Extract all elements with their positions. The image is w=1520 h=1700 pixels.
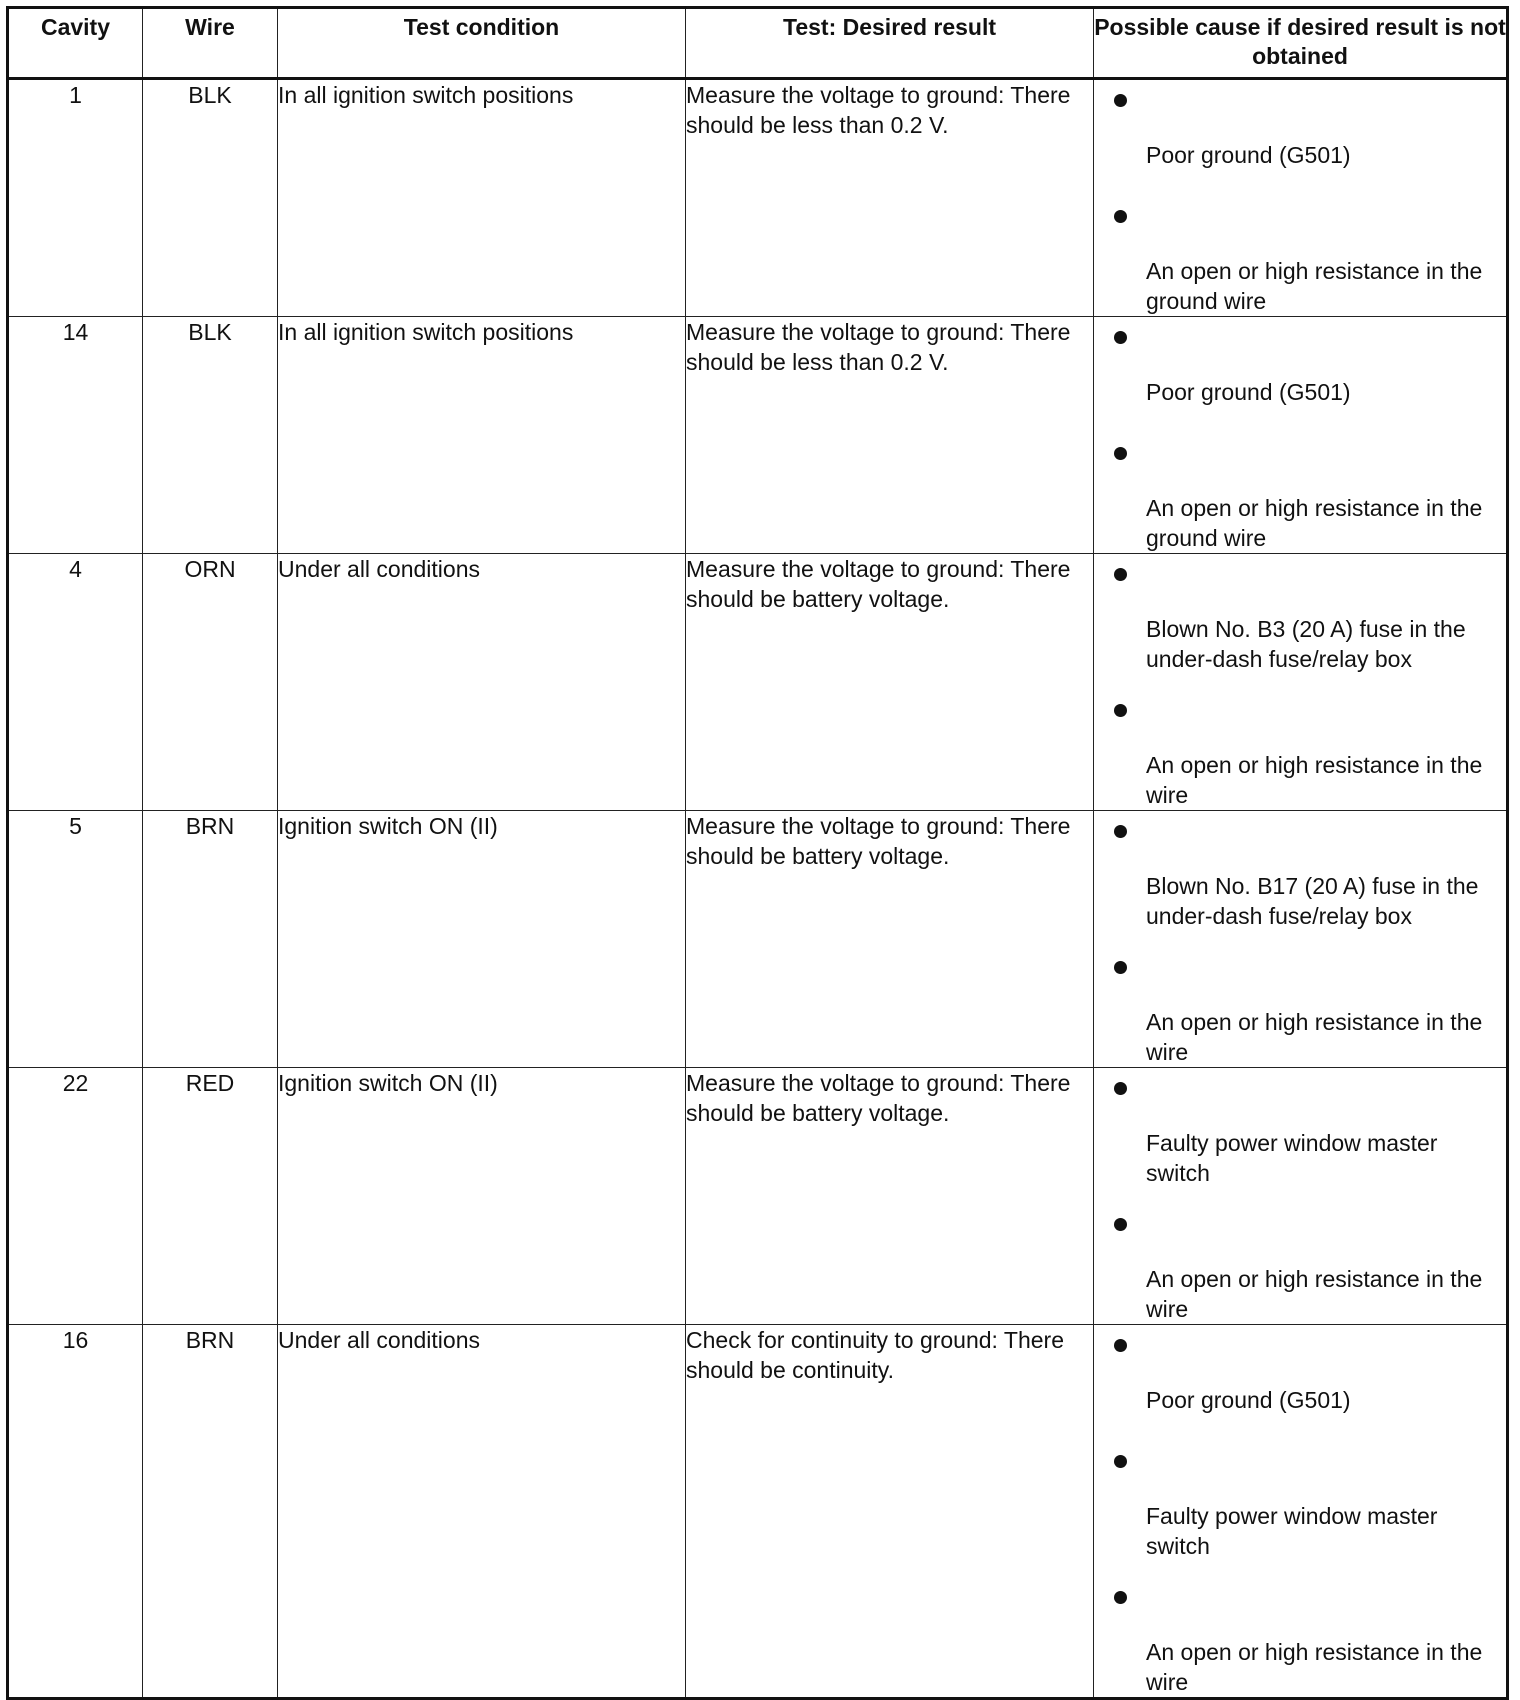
cavity-cell: 14	[8, 317, 143, 554]
bullet-icon	[1114, 447, 1127, 460]
cavity-cell: 16	[8, 1325, 143, 1699]
bullet-icon	[1114, 568, 1127, 581]
cause-item	[1094, 554, 1506, 674]
cause-item	[1094, 690, 1506, 810]
cause-item	[1094, 1325, 1506, 1425]
result-cell: Measure the voltage to ground: There should be battery voltage.	[686, 811, 1094, 1068]
table-row	[8, 554, 1508, 811]
cause-text: Blown No. B3 (20 A) fuse in the under-dash fuse/relay box	[1146, 616, 1466, 672]
table-row	[8, 79, 1508, 317]
table-row	[8, 1325, 1508, 1699]
cause-item	[1094, 1441, 1506, 1561]
table-header	[8, 8, 1508, 79]
cause-text: An open or high resistance in the wire	[1146, 752, 1483, 808]
cause-text: Poor ground (G501)	[1146, 142, 1351, 168]
wire-cell: RED	[143, 1068, 278, 1325]
causes-cell	[1094, 1068, 1508, 1325]
header-row	[8, 8, 1508, 79]
header-desired-result: Test: Desired result	[686, 8, 1094, 79]
bullet-icon	[1114, 961, 1127, 974]
result-cell: Measure the voltage to ground: There should be battery voltage.	[686, 1068, 1094, 1325]
cause-item	[1094, 317, 1506, 417]
bullet-icon	[1114, 1591, 1127, 1604]
cavity-cell: 5	[8, 811, 143, 1068]
wire-cell: BLK	[143, 79, 278, 317]
cause-item	[1094, 811, 1506, 931]
cause-text: Faulty power window master switch	[1146, 1130, 1438, 1186]
header-wire: Wire	[143, 8, 278, 79]
causes-cell	[1094, 811, 1508, 1068]
result-cell: Measure the voltage to ground: There should be less than 0.2 V.	[686, 317, 1094, 554]
bullet-icon	[1114, 1218, 1127, 1231]
cause-item	[1094, 433, 1506, 553]
bullet-icon	[1114, 331, 1127, 344]
cause-item	[1094, 80, 1506, 180]
cause-item	[1094, 1068, 1506, 1188]
bullet-icon	[1114, 94, 1127, 107]
cause-item	[1094, 196, 1506, 316]
condition-cell: Under all conditions	[278, 1325, 686, 1699]
table-row	[8, 811, 1508, 1068]
bullet-icon	[1114, 825, 1127, 838]
cause-text: An open or high resistance in the wire	[1146, 1009, 1483, 1065]
condition-cell: Under all conditions	[278, 554, 686, 811]
condition-cell: Ignition switch ON (II)	[278, 1068, 686, 1325]
header-test-condition: Test condition	[278, 8, 686, 79]
wire-cell: ORN	[143, 554, 278, 811]
causes-cell	[1094, 79, 1508, 317]
table-body	[8, 79, 1508, 1699]
condition-cell: In all ignition switch positions	[278, 79, 686, 317]
cause-item	[1094, 1577, 1506, 1697]
wire-cell: BLK	[143, 317, 278, 554]
cause-text: Poor ground (G501)	[1146, 1387, 1351, 1413]
header-possible-cause: Possible cause if desired result is not obtained	[1094, 8, 1508, 79]
result-cell: Measure the voltage to ground: There should be less than 0.2 V.	[686, 79, 1094, 317]
table-row	[8, 1068, 1508, 1325]
causes-cell	[1094, 1325, 1508, 1699]
bullet-icon	[1114, 704, 1127, 717]
bullet-icon	[1114, 1082, 1127, 1095]
wire-cell: BRN	[143, 1325, 278, 1699]
cavity-cell: 1	[8, 79, 143, 317]
condition-cell: In all ignition switch positions	[278, 317, 686, 554]
result-cell: Measure the voltage to ground: There should be battery voltage.	[686, 554, 1094, 811]
table-row	[8, 317, 1508, 554]
condition-cell: Ignition switch ON (II)	[278, 811, 686, 1068]
cause-text: An open or high resistance in the ground wire	[1146, 495, 1483, 551]
header-cavity: Cavity	[8, 8, 143, 79]
causes-cell	[1094, 317, 1508, 554]
bullet-icon	[1114, 1339, 1127, 1352]
cause-text: An open or high resistance in the wire	[1146, 1266, 1483, 1322]
diagnostic-table	[6, 6, 1509, 1700]
result-cell: Check for continuity to ground: There should be continuity.	[686, 1325, 1094, 1699]
cause-text: Blown No. B17 (20 A) fuse in the under-dash fuse/relay box	[1146, 873, 1479, 929]
cause-item	[1094, 947, 1506, 1067]
bullet-icon	[1114, 1455, 1127, 1468]
causes-cell	[1094, 554, 1508, 811]
cavity-cell: 4	[8, 554, 143, 811]
cause-item	[1094, 1204, 1506, 1324]
bullet-icon	[1114, 210, 1127, 223]
cause-text: Poor ground (G501)	[1146, 379, 1351, 405]
cause-text: Faulty power window master switch	[1146, 1503, 1438, 1559]
cavity-cell: 22	[8, 1068, 143, 1325]
wire-cell: BRN	[143, 811, 278, 1068]
cause-text: An open or high resistance in the ground wire	[1146, 258, 1483, 314]
cause-text: An open or high resistance in the wire	[1146, 1639, 1483, 1695]
